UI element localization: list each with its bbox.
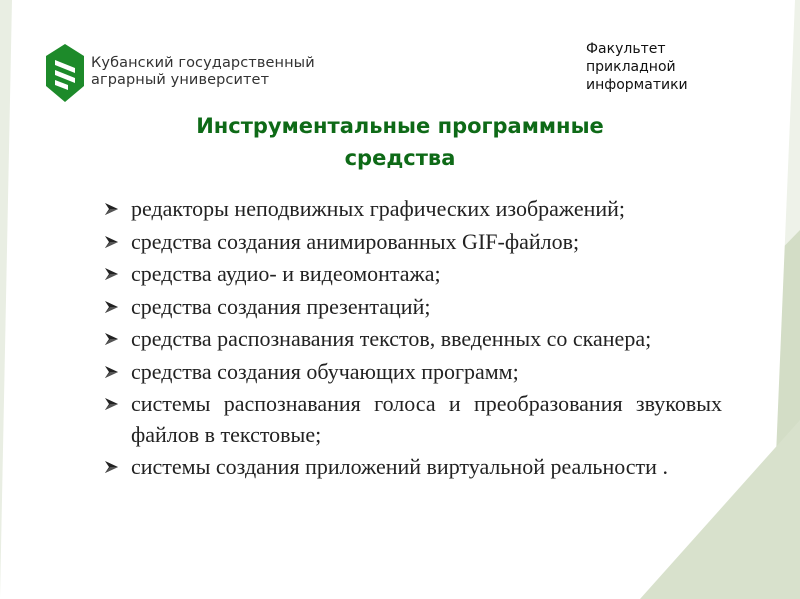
arrow-check-bullet-icon [104, 234, 120, 250]
arrow-check-bullet-icon [104, 201, 120, 217]
list-item-text: средства создания презентаций; [131, 293, 431, 319]
list-item-text: средства распознавания текстов, введенных со сканера; [131, 326, 652, 351]
list-item [104, 227, 722, 258]
list-item [104, 194, 722, 225]
arrow-check-bullet-icon [104, 459, 120, 475]
arrow-check-bullet-icon [104, 396, 120, 412]
university-name-line1: Кубанский государственный [91, 55, 315, 71]
university-name [91, 55, 315, 89]
slide-title [100, 110, 700, 174]
list-item-text: средства создания обучающих программ; [131, 358, 519, 384]
list-item-text: редакторы неподвижных графических изображений; [131, 196, 626, 221]
list-item [104, 324, 722, 355]
faculty-line1: Факультет [586, 41, 666, 57]
list-item-text: средства создания анимированных GIF-файлов; [131, 228, 580, 254]
arrow-check-bullet-icon [104, 266, 120, 282]
slide-title-line2: средства [344, 146, 456, 170]
university-logo-icon [46, 44, 84, 102]
faculty-line3: информатики [586, 77, 688, 93]
list-item [104, 292, 722, 323]
list-item-text: системы создания приложений виртуальной реальности . [131, 454, 668, 479]
list-item [104, 357, 722, 388]
university-name-line2: аграрный университет [91, 72, 270, 88]
list-item [104, 389, 722, 450]
faculty-name [586, 40, 688, 94]
list-item-text: средства аудио- и видеомонтажа; [131, 261, 441, 286]
tools-list [104, 194, 722, 485]
faculty-line2: прикладной [586, 59, 676, 75]
arrow-check-bullet-icon [104, 331, 120, 347]
list-item [104, 259, 722, 290]
arrow-check-bullet-icon [104, 299, 120, 315]
list-item [104, 452, 722, 483]
arrow-check-bullet-icon [104, 364, 120, 380]
list-item-text: системы распознавания голоса и преобразования звуковых файлов в текстовые; [131, 391, 722, 447]
slide-title-line1: Инструментальные программные [196, 114, 604, 138]
